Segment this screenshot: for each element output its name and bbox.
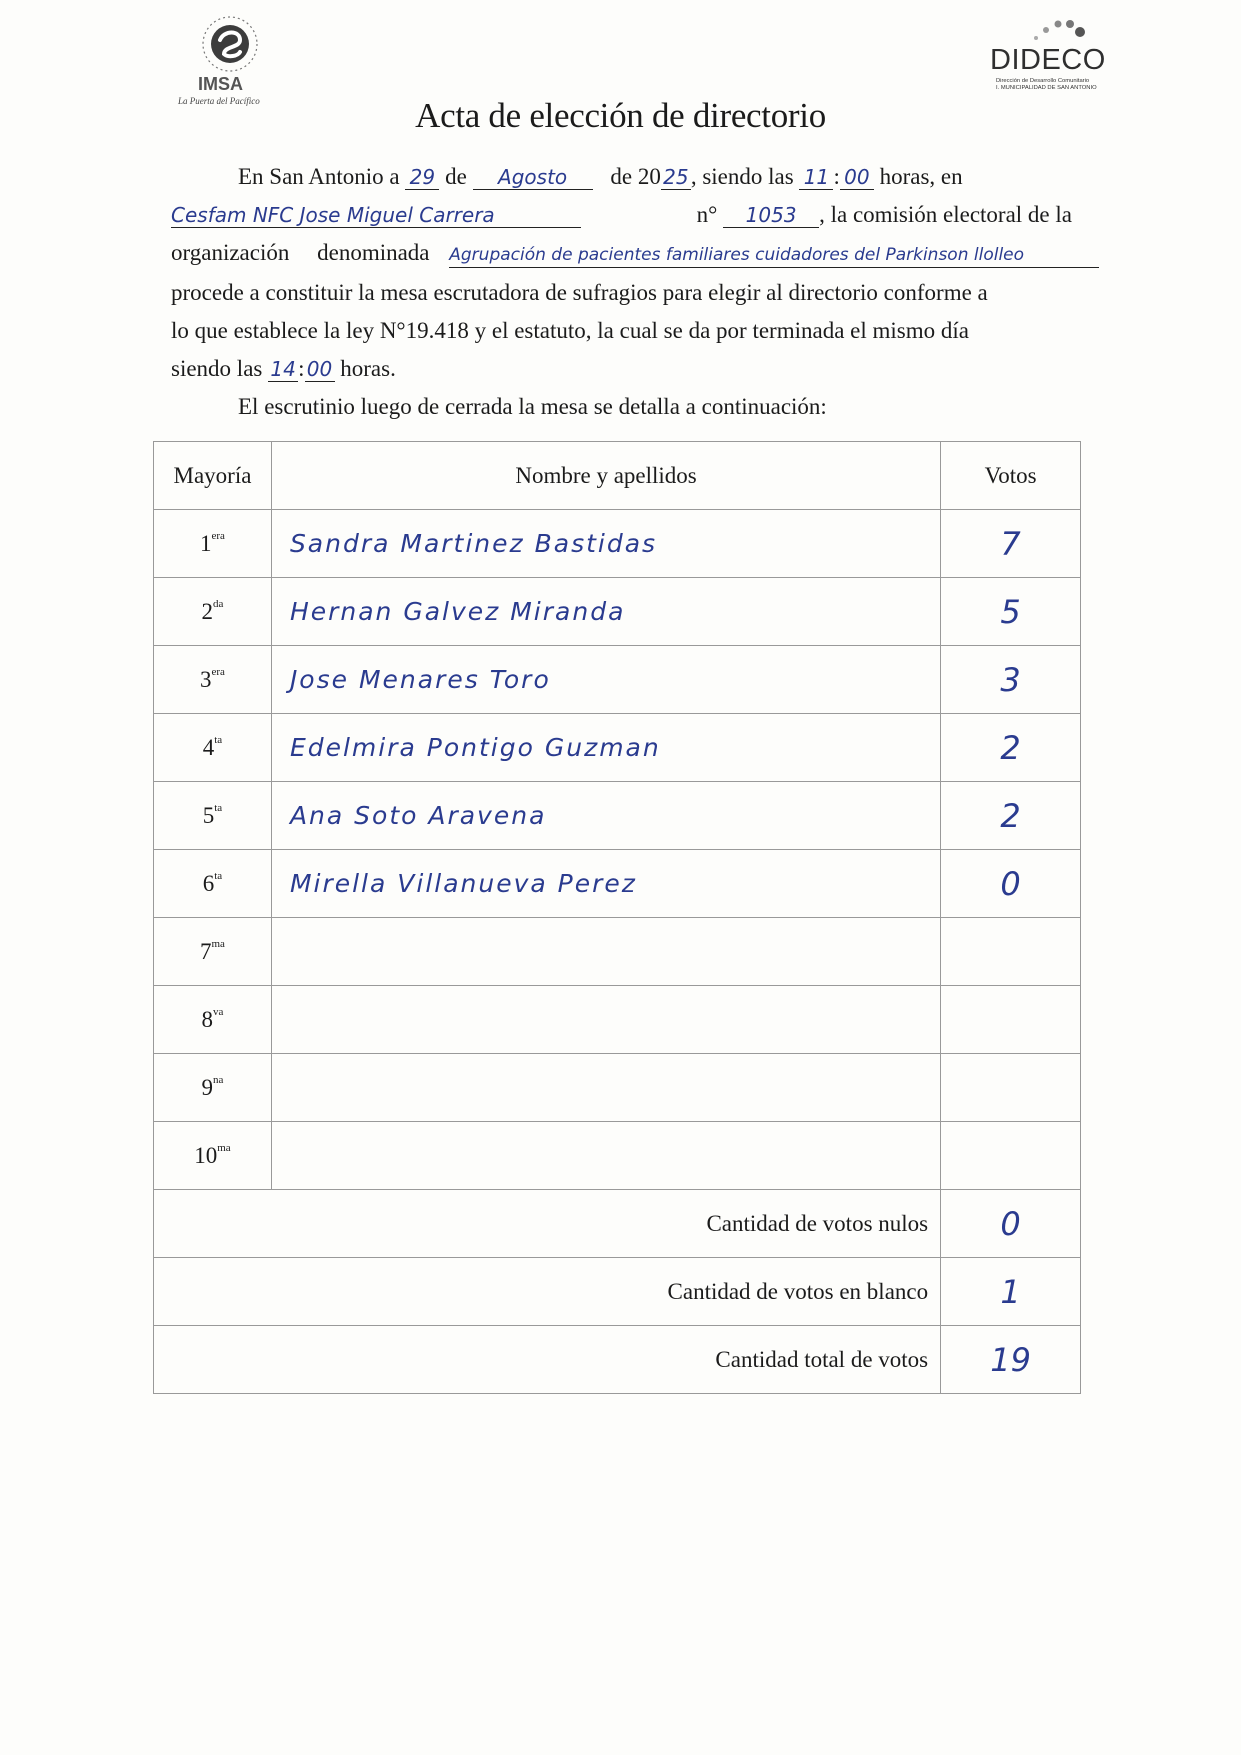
rank-cell bbox=[154, 918, 272, 986]
end-hour-field bbox=[268, 357, 298, 382]
intro-text: , siendo las bbox=[690, 164, 794, 189]
header-name: Nombre y apellidos bbox=[271, 442, 940, 510]
candidate-row bbox=[154, 714, 1081, 782]
rank-number: 4 bbox=[202, 735, 215, 760]
rank-cell bbox=[154, 578, 272, 646]
rank-suffix: da bbox=[213, 598, 224, 610]
dideco-subtitle bbox=[996, 78, 1097, 92]
candidate-row bbox=[154, 850, 1081, 918]
table-header-row bbox=[154, 442, 1081, 510]
rank-number: 5 bbox=[202, 803, 215, 828]
rank-cell bbox=[154, 782, 272, 850]
header-votes: Votos bbox=[941, 442, 1081, 510]
candidate-row bbox=[154, 782, 1081, 850]
dideco-subtitle-line1: Dirección de Desarrollo Comunitario bbox=[996, 78, 1090, 84]
candidate-row bbox=[154, 986, 1081, 1054]
dots-icon bbox=[1028, 16, 1088, 44]
candidate-name: Jose Menares Toro bbox=[271, 646, 940, 714]
minute-field bbox=[840, 165, 874, 190]
candidate-name: Edelmira Pontigo Guzman bbox=[271, 714, 940, 782]
rank-number: 7 bbox=[199, 939, 212, 964]
rank-suffix: ta bbox=[214, 870, 223, 882]
candidate-votes: 5 bbox=[941, 578, 1081, 646]
total-votes-value: 19 bbox=[941, 1326, 1081, 1394]
intro-line-5: lo que establece la ley N°19.418 y el estatuto, la cual se da por terminada el mismo día bbox=[171, 318, 969, 343]
rank-cell bbox=[154, 1122, 272, 1190]
hour-field bbox=[799, 165, 833, 190]
rank-suffix: va bbox=[213, 1006, 224, 1018]
number-value: 1053 bbox=[745, 203, 797, 227]
null-votes-row bbox=[154, 1190, 1081, 1258]
candidate-row bbox=[154, 1122, 1081, 1190]
candidate-row bbox=[154, 510, 1081, 578]
document-title: Acta de elección de directorio bbox=[415, 96, 826, 135]
year-field bbox=[661, 165, 691, 190]
org-name-field bbox=[449, 241, 1099, 268]
intro-line-3 bbox=[171, 240, 1072, 278]
candidate-votes bbox=[941, 1054, 1081, 1122]
intro-text: de bbox=[445, 164, 467, 189]
rank-suffix: ma bbox=[211, 938, 225, 950]
end-minute-field bbox=[305, 357, 335, 382]
intro-line-7: El escrutinio luego de cerrada la mesa se detalla a continuación: bbox=[238, 394, 827, 419]
imsa-emblem-icon bbox=[190, 12, 270, 74]
rank-suffix: era bbox=[211, 666, 225, 678]
rank-cell bbox=[154, 986, 272, 1054]
candidate-votes bbox=[941, 986, 1081, 1054]
intro-text: n° bbox=[696, 202, 718, 227]
rank-cell bbox=[154, 510, 272, 578]
intro-line-4: procede a constituir la mesa escrutadora de sufragios para elegir al directorio conforme a bbox=[171, 280, 988, 305]
candidate-row bbox=[154, 646, 1081, 714]
imsa-tagline: La Puerta del Pacífico bbox=[178, 96, 260, 106]
rank-cell bbox=[154, 714, 272, 782]
candidate-name bbox=[271, 986, 940, 1054]
rank-suffix: na bbox=[213, 1074, 224, 1086]
end-minute-value: 00 bbox=[306, 357, 333, 381]
intro-text: , la comisión electoral de la bbox=[819, 202, 1072, 227]
candidate-votes: 7 bbox=[941, 510, 1081, 578]
place-field bbox=[171, 203, 581, 228]
intro-line-1 bbox=[171, 164, 1072, 202]
blank-votes-row bbox=[154, 1258, 1081, 1326]
day-value: 29 bbox=[409, 165, 436, 189]
rank-number: 9 bbox=[201, 1075, 214, 1100]
candidate-row bbox=[154, 578, 1081, 646]
intro-text: horas. bbox=[340, 356, 396, 381]
header-rank: Mayoría bbox=[154, 442, 272, 510]
candidate-name bbox=[271, 918, 940, 986]
rank-number: 2 bbox=[201, 599, 214, 624]
intro-text: : bbox=[298, 356, 305, 381]
intro-text: En San Antonio a bbox=[238, 164, 400, 189]
null-votes-value: 0 bbox=[941, 1190, 1081, 1258]
total-votes-label: Cantidad total de votos bbox=[154, 1326, 941, 1394]
rank-cell bbox=[154, 646, 272, 714]
dideco-subtitle-line2: I. MUNICIPALIDAD DE SAN ANTONIO bbox=[996, 85, 1097, 91]
candidate-votes: 3 bbox=[941, 646, 1081, 714]
number-field bbox=[723, 203, 819, 228]
month-value: Agosto bbox=[498, 165, 568, 189]
rank-number: 3 bbox=[200, 667, 212, 692]
hour-value: 11 bbox=[803, 165, 830, 189]
intro-text: horas, en bbox=[879, 164, 963, 189]
number-group bbox=[697, 202, 1072, 228]
rank-number: 1 bbox=[200, 531, 212, 556]
rank-number: 6 bbox=[202, 871, 215, 896]
rank-cell bbox=[154, 1054, 272, 1122]
candidate-votes bbox=[941, 1122, 1081, 1190]
candidate-name bbox=[271, 1122, 940, 1190]
candidate-votes: 2 bbox=[941, 782, 1081, 850]
rank-number: 10 bbox=[194, 1143, 218, 1168]
candidate-row bbox=[154, 1054, 1081, 1122]
intro-line-2 bbox=[171, 202, 1072, 240]
candidate-name: Mirella Villanueva Perez bbox=[271, 850, 940, 918]
candidate-votes bbox=[941, 918, 1081, 986]
candidate-votes: 2 bbox=[941, 714, 1081, 782]
intro-text: : bbox=[833, 164, 840, 189]
blank-votes-label: Cantidad de votos en blanco bbox=[154, 1258, 941, 1326]
candidate-votes: 0 bbox=[941, 850, 1081, 918]
candidate-row bbox=[154, 918, 1081, 986]
blank-votes-value: 1 bbox=[941, 1258, 1081, 1326]
null-votes-label: Cantidad de votos nulos bbox=[154, 1190, 941, 1258]
imsa-logo-text: IMSA bbox=[198, 74, 243, 94]
month-field bbox=[473, 165, 593, 190]
day-field bbox=[405, 165, 439, 190]
end-hour-value: 14 bbox=[270, 357, 296, 381]
org-name-value: Agrupación de pacientes familiares cuidadores del Parkinson llolleo bbox=[449, 245, 1025, 265]
candidate-name: Ana Soto Aravena bbox=[271, 782, 940, 850]
minute-value: 00 bbox=[844, 165, 870, 189]
rank-cell bbox=[154, 850, 272, 918]
place-value: Cesfam NFC Jose Miguel Carrera bbox=[171, 203, 495, 227]
intro-text: organización denominada bbox=[171, 240, 430, 265]
candidate-name: Hernan Galvez Miranda bbox=[271, 578, 940, 646]
candidate-name bbox=[271, 1054, 940, 1122]
dideco-logo bbox=[990, 16, 1110, 96]
year-value: 25 bbox=[663, 165, 689, 189]
total-votes-row bbox=[154, 1326, 1081, 1394]
intro-text: siendo las bbox=[171, 356, 263, 381]
rank-suffix: ma bbox=[217, 1142, 231, 1154]
intro-line-6 bbox=[171, 356, 1072, 394]
rank-number: 8 bbox=[201, 1007, 214, 1032]
intro-text: de 20 bbox=[610, 164, 661, 189]
rank-suffix: ta bbox=[214, 734, 223, 746]
candidate-name: Sandra Martinez Bastidas bbox=[271, 510, 940, 578]
rank-suffix: ta bbox=[214, 802, 223, 814]
dideco-logo-text: DIDECO bbox=[990, 44, 1106, 76]
rank-suffix: era bbox=[211, 530, 225, 542]
results-table bbox=[153, 441, 1081, 1394]
